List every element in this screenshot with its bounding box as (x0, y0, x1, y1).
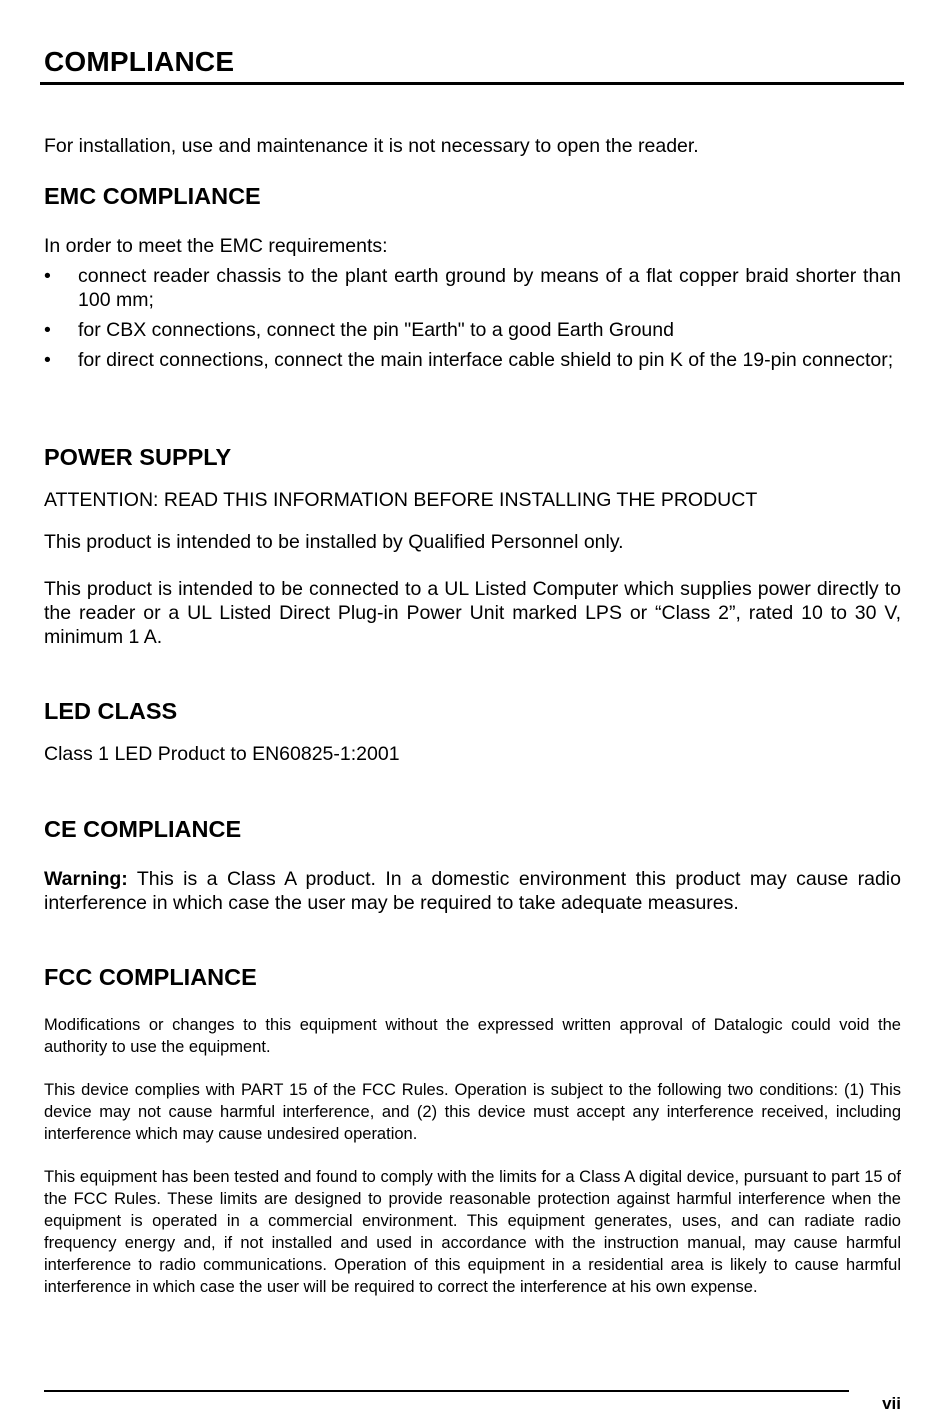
footer-rule (44, 1390, 849, 1392)
page-title: COMPLIANCE (44, 46, 235, 77)
power-attention: ATTENTION: READ THIS INFORMATION BEFORE INSTALLING THE PRODUCT (44, 489, 758, 511)
bullet-icon: • (44, 349, 51, 371)
bullet-icon: • (44, 265, 51, 287)
list-item-text: connect reader chassis to the plant earth ground by means of a flat copper braid shorter than 100 mm; (78, 265, 901, 311)
warning-label: Warning: (44, 868, 128, 890)
fcc-heading: FCC COMPLIANCE (44, 964, 257, 990)
emc-bullet-list (44, 264, 901, 372)
fcc-paragraph-1: Modifications or changes to this equipment without the expressed written approval of Datalogic could void the authority to use the equipment. (44, 1016, 901, 1056)
ce-heading: CE COMPLIANCE (44, 816, 242, 842)
emc-heading: EMC COMPLIANCE (44, 183, 261, 209)
led-heading: LED CLASS (44, 698, 178, 724)
list-item-text: for CBX connections, connect the pin "Earth" to a good Earth Ground (78, 319, 674, 341)
list-item (44, 348, 901, 372)
warning-text: This is a Class A product. In a domestic environment this product may cause radio interference in which case the user may be required to take adequate measures. (44, 868, 901, 914)
title-underline (40, 82, 904, 85)
power-paragraph-1: This product is intended to be installed by Qualified Personnel only. (44, 531, 624, 553)
emc-lead: In order to meet the EMC requirements: (44, 235, 388, 257)
power-heading: POWER SUPPLY (44, 444, 232, 470)
list-item-text: for direct connections, connect the main interface cable shield to pin K of the 19-pin connector; (78, 349, 894, 371)
list-item (44, 264, 901, 312)
intro-paragraph: For installation, use and maintenance it is not necessary to open the reader. (44, 135, 699, 157)
ce-warning-paragraph (44, 867, 901, 915)
list-item (44, 318, 901, 342)
page-number: vii (882, 1394, 901, 1413)
fcc-paragraph-2: This device complies with PART 15 of the FCC Rules. Operation is subject to the following two conditions: (1) This device may not cause harmful interference, and (2) this device must accept any interference received, including interference which may cause undesired operation. (44, 1081, 901, 1143)
bullet-icon: • (44, 319, 51, 341)
power-paragraph-2: This product is intended to be connected to a UL Listed Computer which supplies power directly to the reader or a UL Listed Direct Plug-in Power Unit marked LPS or “Class 2”, rated 10 to 30 V, minimum 1 A. (44, 578, 901, 648)
fcc-paragraph-3: This equipment has been tested and found to comply with the limits for a Class A digital device, pursuant to part 15 of the FCC Rules. These limits are designed to provide reasonable protection against harmful interference when the equipment is operated in a commercial environment. This equipment generates, uses, and can radiate radio frequency energy and, if not installed and used in accordance with the instruction manual, may cause harmful interference to radio communications. Operation of this equipment in a residential area is likely to cause harmful interference in which case the user will be required to correct the interference at his own expense. (44, 1168, 901, 1296)
led-text: Class 1 LED Product to EN60825-1:2001 (44, 743, 400, 765)
